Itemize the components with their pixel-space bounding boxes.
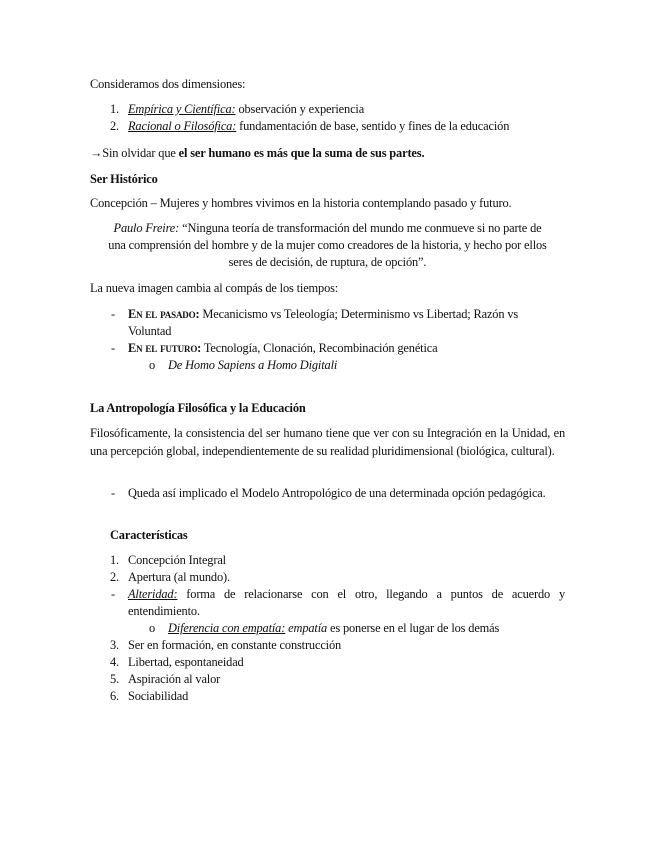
alterity-label: Alteridad: bbox=[128, 587, 178, 601]
list-number: 2. bbox=[110, 119, 119, 133]
reminder-bold: el ser humano es más que la suma de sus partes. bbox=[178, 146, 425, 160]
alterity-item bbox=[128, 586, 565, 620]
section-heading: La Antropología Filosófica y la Educación bbox=[90, 401, 306, 415]
list-item bbox=[128, 118, 509, 134]
bullet-dash: - bbox=[111, 307, 115, 321]
bullet-circle: o bbox=[149, 358, 156, 372]
sub-item: De Homo Sapiens a Homo Digitali bbox=[168, 358, 338, 372]
list-item bbox=[128, 306, 518, 322]
list-item: Ser en formación, en constante construcción bbox=[128, 638, 342, 652]
list-number: 1. bbox=[110, 553, 119, 567]
empathy-item bbox=[168, 620, 499, 636]
list-item: Aspiración al valor bbox=[128, 672, 221, 686]
empathy-italic: empatía bbox=[285, 621, 328, 635]
list-number: 1. bbox=[110, 102, 119, 116]
bullet-paragraph: Queda así implicado el Modelo Antropológico de una determinada opción pedagógica. bbox=[128, 486, 546, 500]
bullet-dash: - bbox=[111, 341, 115, 355]
item-text-cont: Voluntad bbox=[128, 324, 172, 338]
section-heading: Ser Histórico bbox=[90, 172, 158, 186]
intro-text: Consideramos dos dimensiones: bbox=[90, 77, 246, 91]
dimension-label: Empírica y Científica: bbox=[128, 102, 236, 116]
item-label: En el futuro: bbox=[128, 341, 202, 355]
reminder-line bbox=[90, 145, 424, 161]
bullet-dash: - bbox=[111, 486, 115, 500]
reminder-prefix: Sin olvidar que bbox=[102, 146, 179, 160]
arrow-icon: → bbox=[90, 146, 103, 160]
quote-line: una comprensión del hombre y de la mujer como creadores de la historia, y hecho por ellos bbox=[108, 238, 547, 252]
quote-text: “Ninguna teoría de transformación del mundo me conmueve si no parte de bbox=[179, 221, 542, 235]
bullet-circle: o bbox=[149, 621, 156, 635]
list-number: 4. bbox=[110, 655, 119, 669]
item-text: Tecnología, Clonación, Recombinación genética bbox=[201, 341, 438, 355]
dimension-text: observación y experiencia bbox=[235, 102, 365, 116]
item-label: En el pasado: bbox=[128, 307, 200, 321]
list-item: Concepción Integral bbox=[128, 553, 226, 567]
new-image-text: La nueva imagen cambia al compás de los tiempos: bbox=[90, 281, 339, 295]
quote-author: Paulo Freire: bbox=[113, 221, 180, 235]
list-number: 5. bbox=[110, 672, 119, 686]
list-number: 6. bbox=[110, 689, 119, 703]
item-text: Mecanicismo vs Teleología; Determinismo vs Libertad; Razón vs bbox=[199, 307, 519, 321]
list-item: Apertura (al mundo). bbox=[128, 570, 230, 584]
list-number: 2. bbox=[110, 570, 119, 584]
paragraph: Filosóficamente, la consistencia del ser humano tiene que ver con su Integración en la Unidad, en una percepción global, independientemente de su realidad pluridimensional (biológica, cultural). bbox=[90, 426, 565, 458]
list-item: Libertad, espontaneidad bbox=[128, 655, 244, 669]
empathy-label: Diferencia con empatía: bbox=[168, 621, 286, 635]
empathy-text: es ponerse en el lugar de los demás bbox=[327, 621, 500, 635]
quote-line bbox=[90, 220, 565, 236]
list-item: Sociabilidad bbox=[128, 689, 189, 703]
list-item bbox=[128, 340, 437, 356]
bullet-dash: - bbox=[111, 587, 115, 601]
concept-text: Concepción – Mujeres y hombres vivimos en la historia contemplando pasado y futuro. bbox=[90, 196, 512, 210]
list-number: 3. bbox=[110, 638, 119, 652]
dimension-text: fundamentación de base, sentido y fines de la educación bbox=[236, 119, 510, 133]
subsection-heading: Características bbox=[110, 528, 188, 542]
alterity-text: forma de relacionarse con el otro, llegando a puntos de acuerdo y entendimiento. bbox=[128, 587, 565, 618]
quote-line: seres de decisión, de ruptura, de opción”. bbox=[228, 255, 427, 269]
dimension-label: Racional o Filosófica: bbox=[128, 119, 237, 133]
list-item bbox=[128, 101, 364, 117]
